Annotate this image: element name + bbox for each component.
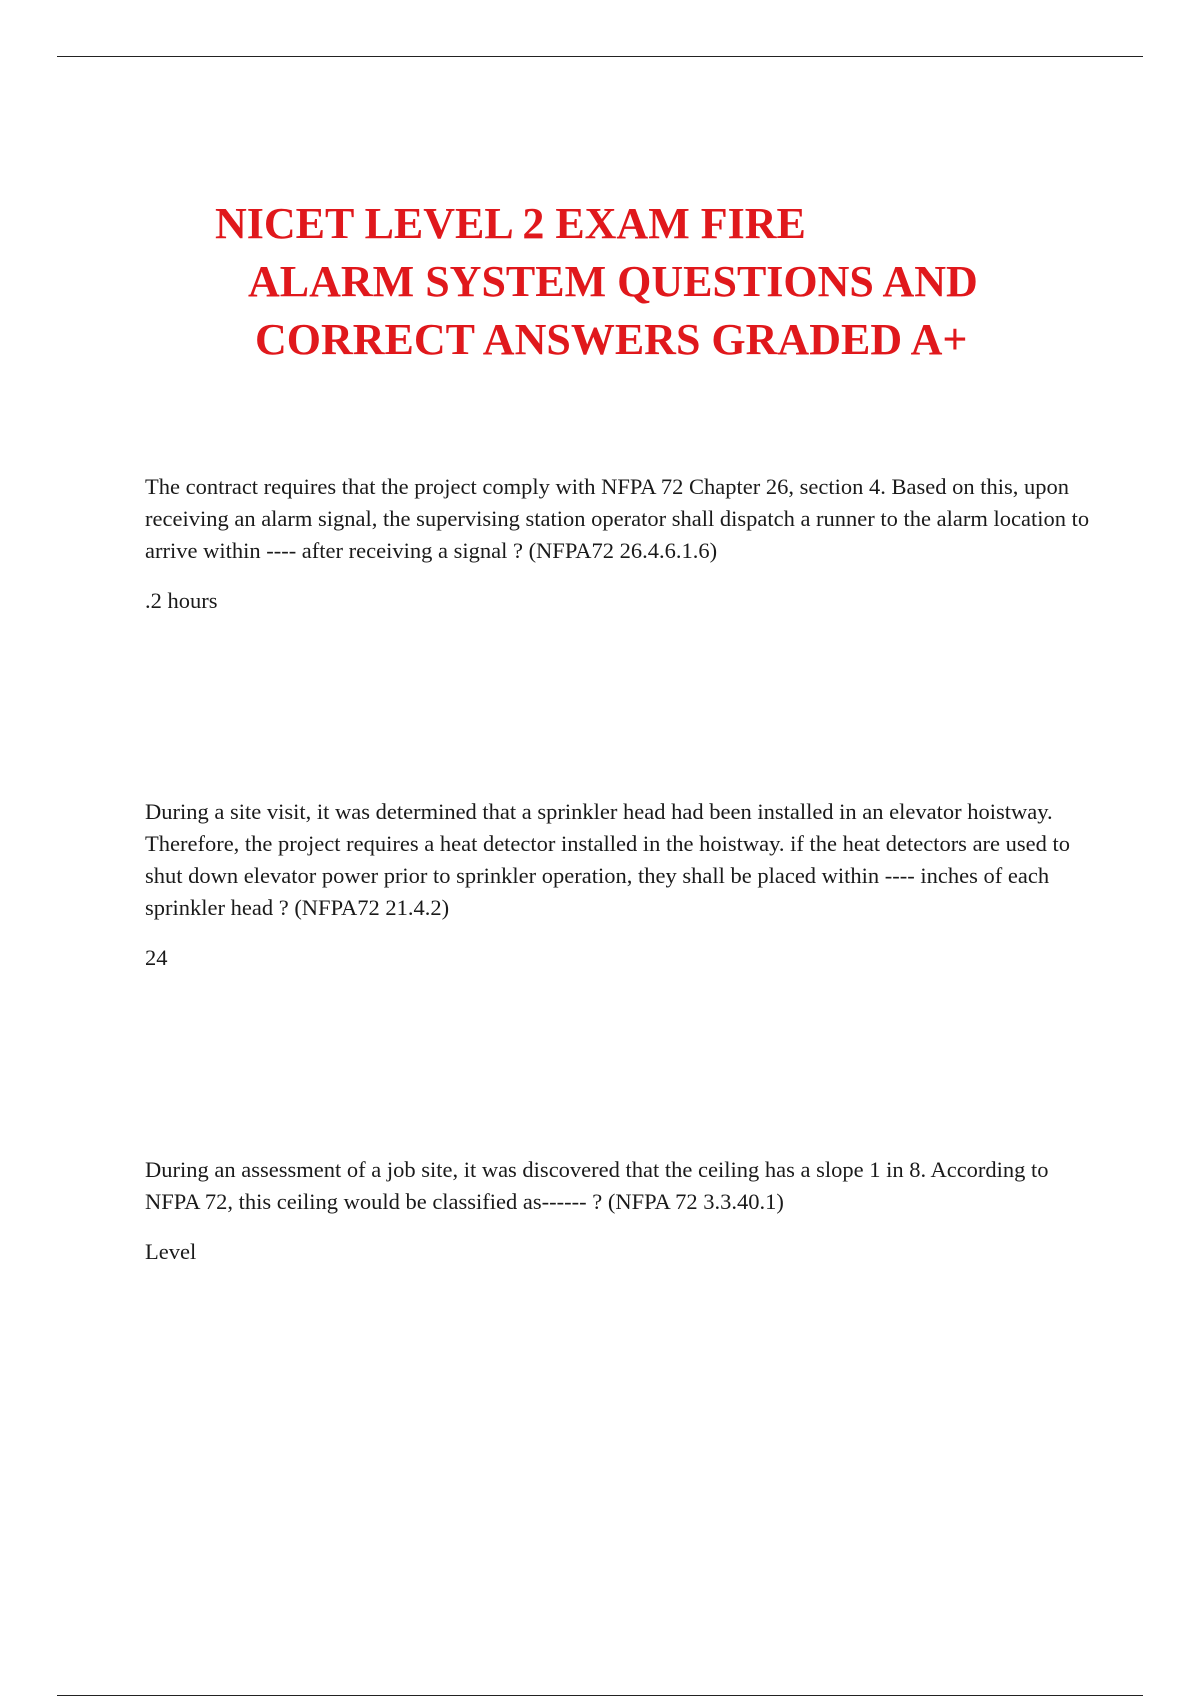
document-title [0,195,1200,369]
title-line-1: NICET LEVEL 2 EXAM FIRE [215,199,806,248]
question-text: During an assessment of a job site, it was discovered that the ceiling has a slope 1 in 8. According to NFPA 72, this ceiling would be classified as------ ? (NFPA 72 3.3.40.1) [145,1157,1049,1214]
title-line-3: CORRECT ANSWERS GRADED A+ [255,315,968,364]
footer-rule [57,1695,1143,1696]
qa-item-3 [145,1154,1105,1268]
answer-text: .2 hours [145,588,218,613]
header-rule [57,56,1143,57]
answer-text: 24 [145,945,168,970]
question-text: During a site visit, it was determined that a sprinkler head had been installed in an elevator hoistway. Therefore, the project requires a heat detector installed in the hoistway. if the heat detectors are used to shut down elevator power prior to sprinkler operation, they shall be placed within ---- inches of each sprinkler head ? (NFPA72 21.4.2) [145,799,1071,920]
title-line-2: ALARM SYSTEM QUESTIONS AND [248,257,978,306]
answer-text: Level [145,1239,197,1264]
question-text: The contract requires that the project comply with NFPA 72 Chapter 26, section 4. Based on this, upon receiving an alarm signal, the supervising station operator shall dispatch a runner to the alarm location to arrive within ---- after receiving a signal ? (NFPA72 26.4.6.1.6) [145,474,1090,563]
qa-item-2 [145,796,1105,974]
qa-item-1 [145,471,1105,617]
